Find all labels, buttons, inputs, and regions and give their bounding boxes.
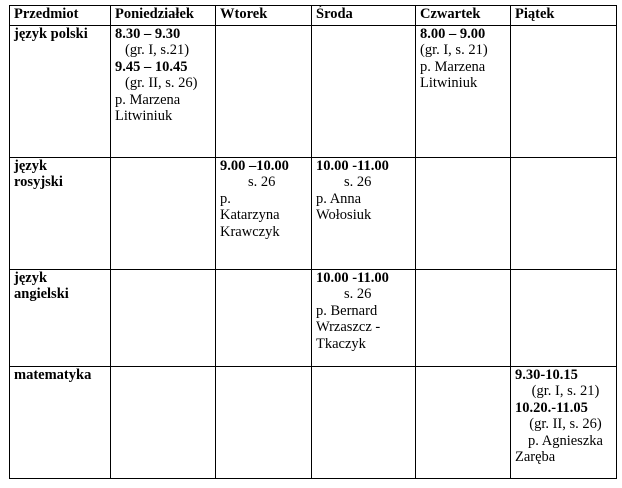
empty-cell	[511, 158, 617, 270]
teacher-name: p. Agnieszka	[528, 432, 603, 449]
header-tuesday: Wtorek	[216, 6, 312, 26]
subject-cell: język rosyjski	[10, 158, 111, 270]
empty-cell	[111, 158, 216, 270]
table-row	[10, 158, 617, 270]
lesson-time: 9.00 –10.00	[220, 158, 289, 174]
lesson-cell	[111, 26, 216, 158]
header-row	[10, 6, 617, 26]
lesson-group: (gr. I, s. 21)	[531, 383, 600, 400]
teacher-name: p. Marzena	[115, 91, 181, 108]
lesson-room: s. 26	[344, 286, 372, 303]
lesson-time: 10.20.-11.05	[515, 399, 588, 416]
lesson-group: (gr. II, s. 26)	[125, 75, 198, 92]
teacher-name: p. Marzena	[420, 58, 486, 75]
teacher-name: Katarzyna	[220, 207, 280, 224]
teacher-name: Litwiniuk	[115, 108, 173, 125]
lesson-cell	[416, 26, 511, 158]
teacher-name: Zaręba	[515, 449, 556, 466]
lesson-cell	[216, 158, 312, 270]
empty-cell	[511, 26, 617, 158]
empty-cell	[511, 270, 617, 367]
lesson-group: (gr. I, s. 21)	[420, 42, 488, 59]
lesson-room: s. 26	[248, 174, 276, 191]
lesson-time: 10.00 -11.00	[316, 270, 389, 286]
schedule-table	[9, 5, 617, 479]
teacher-name: Wrzaszcz -	[316, 319, 381, 336]
table-row	[10, 367, 617, 479]
empty-cell	[312, 367, 416, 479]
table-row	[10, 26, 617, 158]
teacher-name: p.	[220, 190, 231, 207]
lesson-group: (gr. I, s.21)	[125, 42, 190, 59]
empty-cell	[216, 26, 312, 158]
subject-cell: język polski	[10, 26, 111, 158]
lesson-group: (gr. II, s. 26)	[529, 416, 602, 433]
lesson-time: 9.45 – 10.45	[115, 58, 188, 75]
header-subject: Przedmiot	[10, 6, 111, 26]
lesson-time: 9.30-10.15	[515, 367, 578, 383]
lesson-time: 8.30 – 9.30	[115, 26, 181, 42]
lesson-cell	[312, 270, 416, 367]
teacher-name: Krawczyk	[220, 223, 280, 240]
subject-cell: język angielski	[10, 270, 111, 367]
lesson-time: 10.00 -11.00	[316, 158, 389, 174]
header-thursday: Czwartek	[416, 6, 511, 26]
empty-cell	[416, 367, 511, 479]
empty-cell	[216, 367, 312, 479]
subject-cell: matematyka	[10, 367, 111, 479]
table-row	[10, 270, 617, 367]
teacher-name: p. Anna	[316, 190, 362, 207]
lesson-cell	[511, 367, 617, 479]
header-friday: Piątek	[511, 6, 617, 26]
teacher-name: Tkaczyk	[316, 335, 366, 352]
teacher-name: Wołosiuk	[316, 207, 372, 224]
header-wednesday: Środa	[312, 6, 416, 26]
empty-cell	[416, 158, 511, 270]
empty-cell	[111, 367, 216, 479]
empty-cell	[111, 270, 216, 367]
empty-cell	[312, 26, 416, 158]
lesson-time: 8.00 – 9.00	[420, 26, 486, 42]
teacher-name: Litwiniuk	[420, 75, 478, 92]
lesson-cell	[312, 158, 416, 270]
lesson-room: s. 26	[344, 174, 372, 191]
teacher-name: p. Bernard	[316, 302, 378, 319]
empty-cell	[216, 270, 312, 367]
header-monday: Poniedziałek	[111, 6, 216, 26]
empty-cell	[416, 270, 511, 367]
